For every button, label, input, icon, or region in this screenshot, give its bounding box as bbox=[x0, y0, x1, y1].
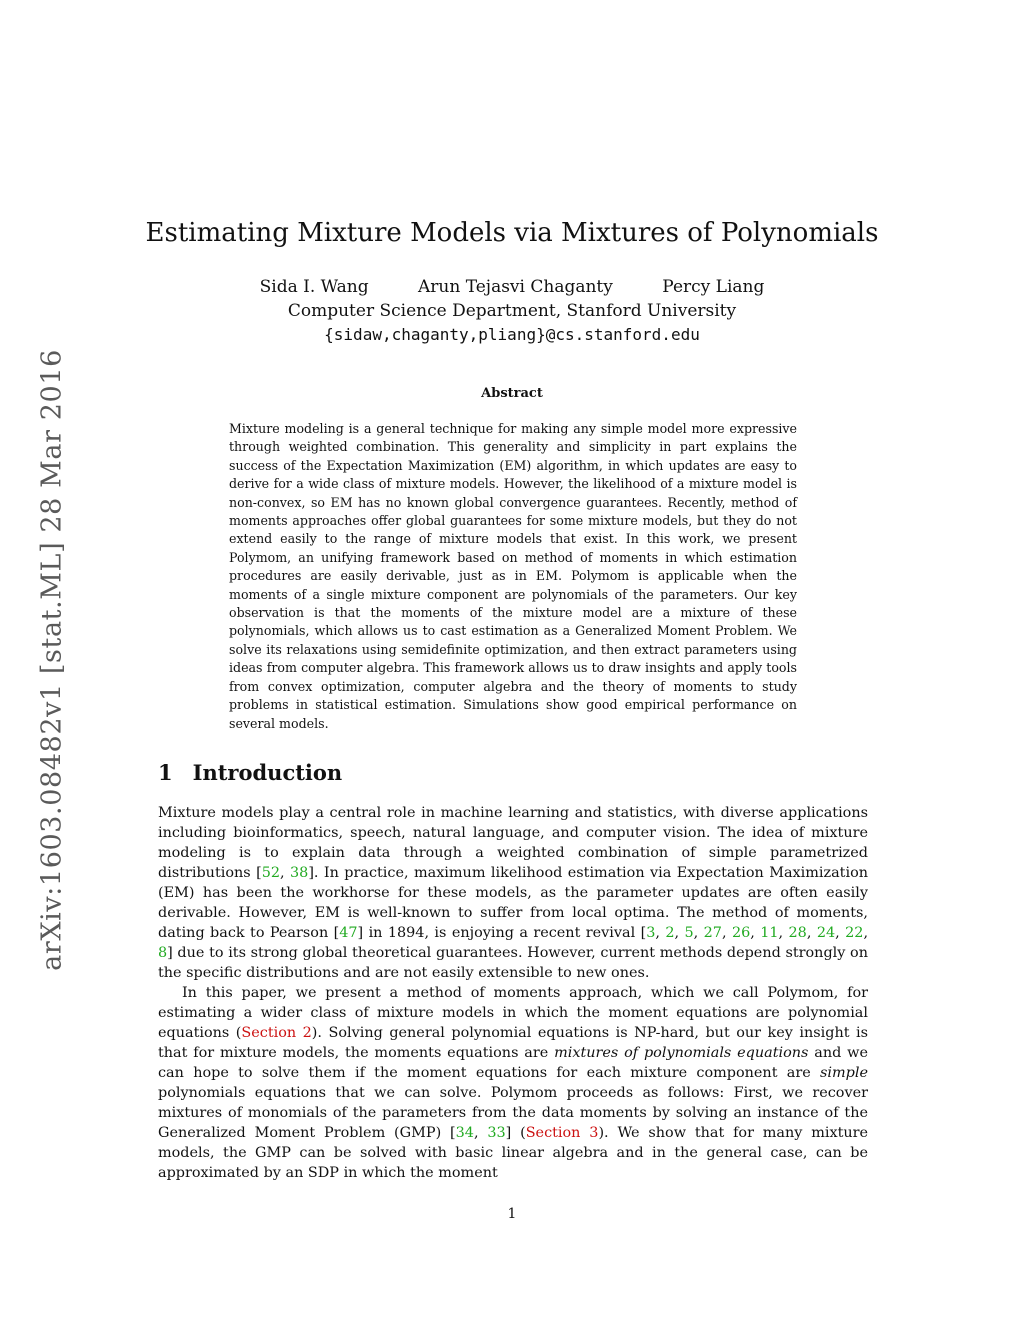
body-text: , bbox=[835, 925, 846, 941]
body-text: ] ( bbox=[505, 1125, 526, 1141]
citation-link[interactable]: 52 bbox=[261, 865, 280, 881]
citation-link[interactable]: 38 bbox=[290, 865, 309, 881]
citation-link[interactable]: 28 bbox=[788, 925, 807, 941]
arxiv-stamp: arXiv:1603.08482v1 [stat.ML] 28 Mar 2016 bbox=[36, 349, 68, 971]
body-text: , bbox=[806, 925, 817, 941]
author-block bbox=[0, 275, 1024, 347]
citation-link[interactable]: 8 bbox=[158, 945, 168, 961]
citation-link[interactable]: 11 bbox=[760, 925, 779, 941]
citation-link[interactable]: 26 bbox=[731, 925, 751, 941]
section-link[interactable]: Section 2 bbox=[241, 1025, 312, 1041]
author-name: Percy Liang bbox=[662, 277, 765, 297]
body-text: , bbox=[778, 925, 789, 941]
body-text: ]. In practice, maximum likelihood estimation via Expectation Maximization (EM) has been the workhorse for these models, as the parameter updates are often easily derivable. However, EM is well-known to suffer from local optima. The method of moments, dating back to Pearson [ bbox=[158, 865, 869, 941]
affiliation: Computer Science Department, Stanford University bbox=[287, 301, 737, 321]
body-text: , bbox=[674, 925, 685, 941]
introduction-body bbox=[158, 803, 868, 1183]
body-text: , bbox=[863, 925, 869, 941]
citation-link[interactable]: 24 bbox=[816, 925, 836, 941]
body-text: , bbox=[693, 925, 704, 941]
author-name: Sida I. Wang bbox=[259, 277, 369, 297]
section-title: Introduction bbox=[192, 760, 343, 785]
citation-link[interactable]: 3 bbox=[646, 925, 656, 941]
citation-link[interactable]: 27 bbox=[703, 925, 722, 941]
citation-link[interactable]: 22 bbox=[845, 925, 864, 941]
section-link[interactable]: Section 3 bbox=[525, 1125, 599, 1141]
author-names bbox=[0, 275, 1024, 299]
body-text: In this paper, we present a method of moments approach, which we call Polymom, for estimating a wider class of mixture models in which the moment equations are polynomial equations ( bbox=[158, 985, 868, 1041]
body-text: ). We show that for many mixture models, the GMP can be solved with basic linear algebra and in the general case, can be approximated by an SDP in which the moment bbox=[158, 1125, 869, 1181]
body-text: Mixture models play a central role in machine learning and statistics, with diverse applications including bioinformatics, speech, natural language, and computer vision. The idea of mixture modeling is to explain data through a weighted combination of simple parametrized distributions [ bbox=[158, 805, 868, 881]
citation-link[interactable]: 5 bbox=[684, 925, 694, 941]
section-number: 1 bbox=[158, 760, 173, 785]
citation-link[interactable]: 47 bbox=[339, 925, 358, 941]
section-heading bbox=[158, 760, 342, 785]
citation-link[interactable]: 33 bbox=[487, 1125, 506, 1141]
body-text: ] in 1894, is enjoying a recent revival [ bbox=[357, 925, 647, 941]
body-text: , bbox=[473, 1125, 488, 1141]
emphasis-text: simple bbox=[820, 1065, 868, 1081]
paper-title: Estimating Mixture Models via Mixtures of Polynomials bbox=[145, 218, 879, 248]
body-text: ] due to its strong global theoretical guarantees. However, current methods depend strongly on the specific distributions and are not easily extensible to new ones. bbox=[158, 945, 868, 981]
body-text: and we can hope to solve them if the moment equations for each mixture component are bbox=[158, 1045, 868, 1081]
body-text: , bbox=[721, 925, 732, 941]
citation-link[interactable]: 2 bbox=[665, 925, 675, 941]
abstract-heading: Abstract bbox=[481, 386, 543, 401]
body-text: polynomials equations that we can solve. Polymom proceeds as follows: First, we recover mixtures of monomials of the parameters from the data moments by solving an instance of the Generalized Moment Problem (GMP) [ bbox=[158, 1085, 868, 1141]
body-text: , bbox=[280, 865, 290, 881]
citation-link[interactable]: 34 bbox=[455, 1125, 474, 1141]
paragraph bbox=[158, 803, 868, 983]
page-number: 1 bbox=[507, 1206, 517, 1222]
paragraph bbox=[158, 983, 868, 1183]
body-text: , bbox=[655, 925, 666, 941]
body-text: , bbox=[750, 925, 761, 941]
author-email: {sidaw,chaganty,pliang}@cs.stanford.edu bbox=[324, 325, 700, 344]
author-name: Arun Tejasvi Chaganty bbox=[418, 277, 613, 297]
emphasis-text: mixtures of polynomials equations bbox=[554, 1045, 809, 1061]
body-text: ). Solving general polynomial equations is NP-hard, but our key insight is that for mixture models, the moments equations are bbox=[158, 1025, 868, 1061]
abstract-text: Mixture modeling is a general technique for making any simple model more expressive through weighted combination. This generality and simplicity in part explains the success of the Expectation Maximization (EM) algorithm, in which updates are easy to derive for a wide class of mixture models. However, the likelihood of a mixture model is non-convex, so EM has no known global convergence guarantees. Recently, method of moments approaches offer global guarantees for some mixture models, but they do not extend easily to the range of mixture models that exist. In this work, we present Polymom, an unifying framework based on method of moments in which estimation procedures are easily derivable, just as in EM. Polymom is applicable when the moments of a single mixture component are polynomials of the parameters. Our key observation is that the moments of the mixture model are a mixture of these polynomials, which allows us to cast estimation as a Generalized Moment Problem. We solve its relaxations using semidefinite optimization, and then extract parameters using ideas from computer algebra. This framework allows us to draw insights and apply tools from convex optimization, computer algebra and the theory of moments to study problems in statistical estimation. Simulations show good empirical performance on several models. bbox=[229, 421, 797, 731]
